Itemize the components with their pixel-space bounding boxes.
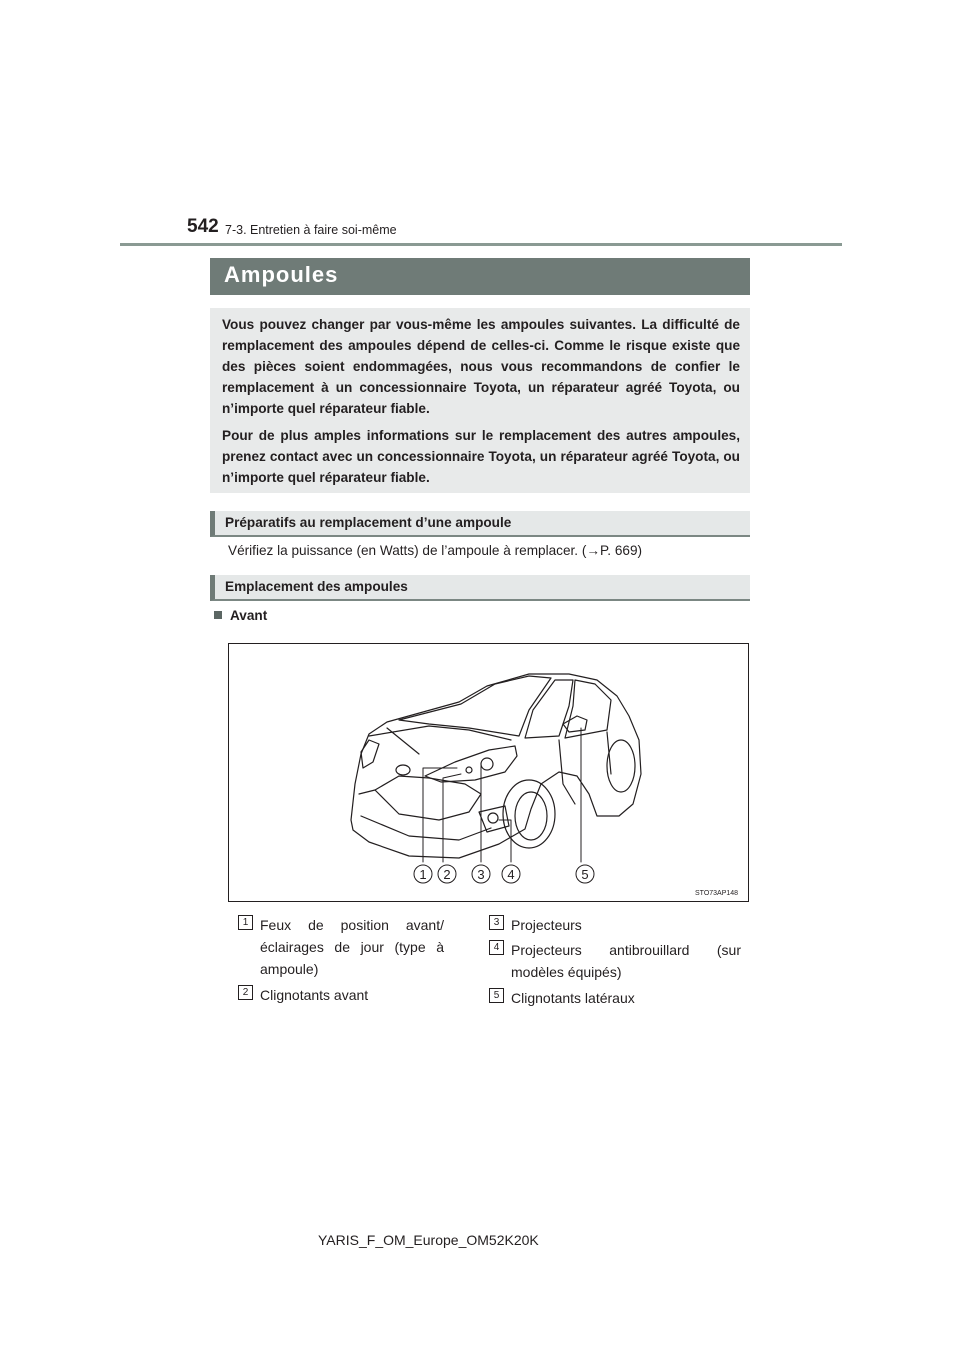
subheading-preparation [210,511,750,537]
callout-2: 2 [443,867,451,882]
subsection-avant-label: Avant [230,608,268,623]
legend-text-3: Projecteurs [511,917,582,933]
side-mirror [563,716,587,732]
callout-4: 4 [507,867,515,882]
subheading-preparation-label: Préparatifs au remplacement d’une ampoule [225,515,512,530]
callout-1: 1 [419,867,427,882]
rear-wheel [607,740,635,792]
subsection-avant [214,608,267,623]
legend-number-2: 2 [238,985,253,1000]
front-grille [375,776,481,820]
legend-number-3: 3 [489,915,504,930]
legend-number-5: 5 [489,988,504,1003]
section-title: 7-3. Entretien à faire soi-même [225,223,397,237]
page-number: 542 [187,216,219,237]
callout-3: 3 [477,867,485,882]
fog-lamp [488,813,498,823]
intro-paragraph-1: Vous pouvez changer par vous-même les ampoules suivantes. La difficulté de remplacement des ampoules dépend de celles-ci. Comme le risque existe que des pièces soient endommagées, nous vous recommandons de confier le remplacement à un concessionnaire Toyota, un réparateur agréé Toyota, ou n’importe quel réparateur fiable. [222,317,740,416]
callout-5: 5 [581,867,589,882]
car-front-illustration [229,644,748,901]
headlamp-left [361,740,379,768]
page-title: Ampoules [224,262,339,287]
square-bullet-icon [214,611,222,619]
figure-code: STO73AP148 [695,890,739,897]
intro-box [210,308,750,493]
header-rule [120,243,842,246]
wattage-instruction: Vérifiez la puissance (en Watts) de l’ampoule à remplacer. (→P. 669) [228,543,643,558]
legend-number-1: 1 [238,915,253,930]
car-figure [228,643,749,902]
legend-text-2: Clignotants avant [260,987,369,1003]
legend-text-1: Feux de position avant/ éclairages de jour (type à ampoule) [260,917,444,977]
legend-text-4: Projecteurs antibrouillard (sur modèles équipés) [511,942,741,980]
legend-number-4: 4 [489,940,504,955]
subheading-location [210,575,750,601]
side-window-front [525,680,573,738]
subheading-location-label: Emplacement des ampoules [225,579,408,594]
footer-doc-code: YARIS_F_OM_Europe_OM52K20K [318,1232,539,1248]
legend-text-5: Clignotants latéraux [511,990,635,1006]
intro-paragraph-2: Pour de plus amples informations sur le remplacement des autres ampoules, prenez contact avec un concessionnaire Toyota, un réparateur agréé Toyota, ou n’importe quel réparateur fiable. [222,428,740,485]
headlamp-right [425,746,517,782]
